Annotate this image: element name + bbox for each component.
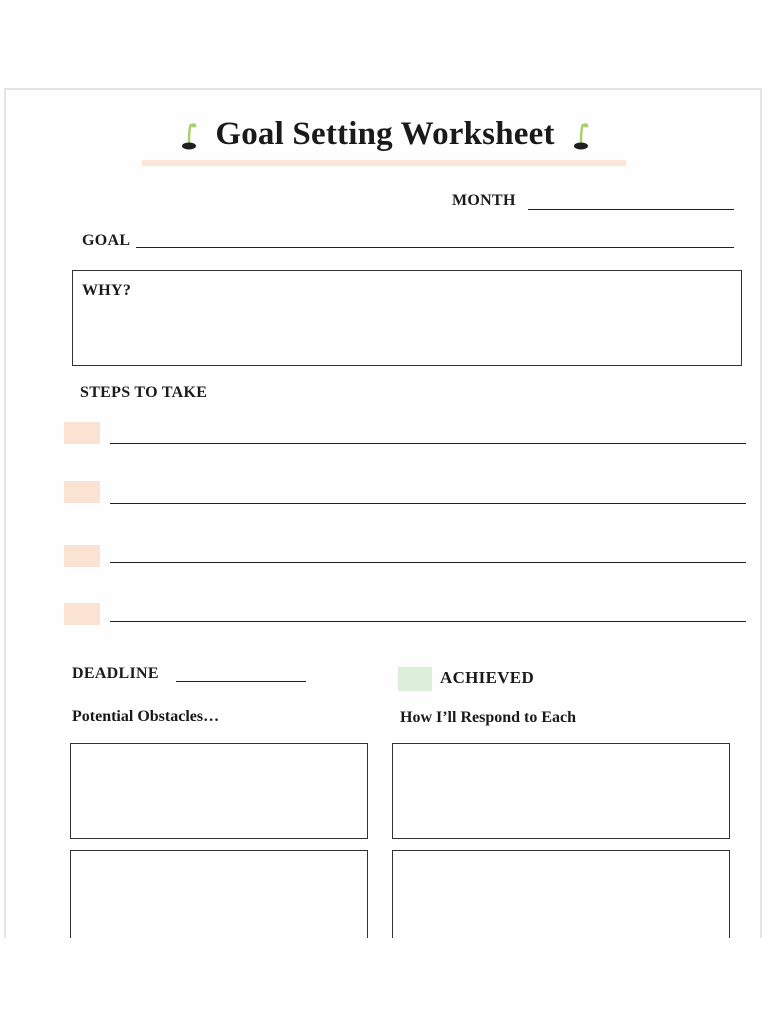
step-line[interactable] — [110, 443, 746, 444]
page-title: Goal Setting Worksheet — [215, 116, 555, 152]
step-line[interactable] — [110, 621, 746, 622]
title-underline — [142, 160, 626, 166]
step-checkbox[interactable] — [64, 422, 100, 444]
sprout-icon — [177, 118, 201, 152]
goal-label: GOAL — [82, 232, 131, 249]
step-line[interactable] — [110, 503, 746, 504]
obstacles-heading: Potential Obstacles… — [72, 708, 220, 725]
step-checkbox[interactable] — [64, 481, 100, 503]
response-box[interactable] — [392, 850, 730, 938]
deadline-label: DEADLINE — [72, 665, 159, 682]
deadline-field[interactable] — [176, 681, 306, 682]
month-field[interactable] — [528, 209, 734, 210]
response-box[interactable] — [392, 743, 730, 839]
sprout-icon — [569, 118, 593, 152]
achieved-label: ACHIEVED — [440, 668, 535, 687]
month-label: MONTH — [452, 192, 516, 209]
why-label: WHY? — [82, 282, 132, 299]
why-box[interactable] — [72, 270, 742, 366]
obstacle-box[interactable] — [70, 743, 368, 839]
title-row — [6, 116, 762, 160]
obstacle-box[interactable] — [70, 850, 368, 938]
step-checkbox[interactable] — [64, 545, 100, 567]
steps-heading: STEPS TO TAKE — [80, 384, 208, 401]
goal-field[interactable] — [136, 247, 734, 248]
worksheet-page — [4, 88, 762, 938]
step-line[interactable] — [110, 562, 746, 563]
responses-heading: How I’ll Respond to Each — [400, 709, 577, 726]
achieved-checkbox[interactable] — [398, 667, 432, 691]
step-checkbox[interactable] — [64, 603, 100, 625]
